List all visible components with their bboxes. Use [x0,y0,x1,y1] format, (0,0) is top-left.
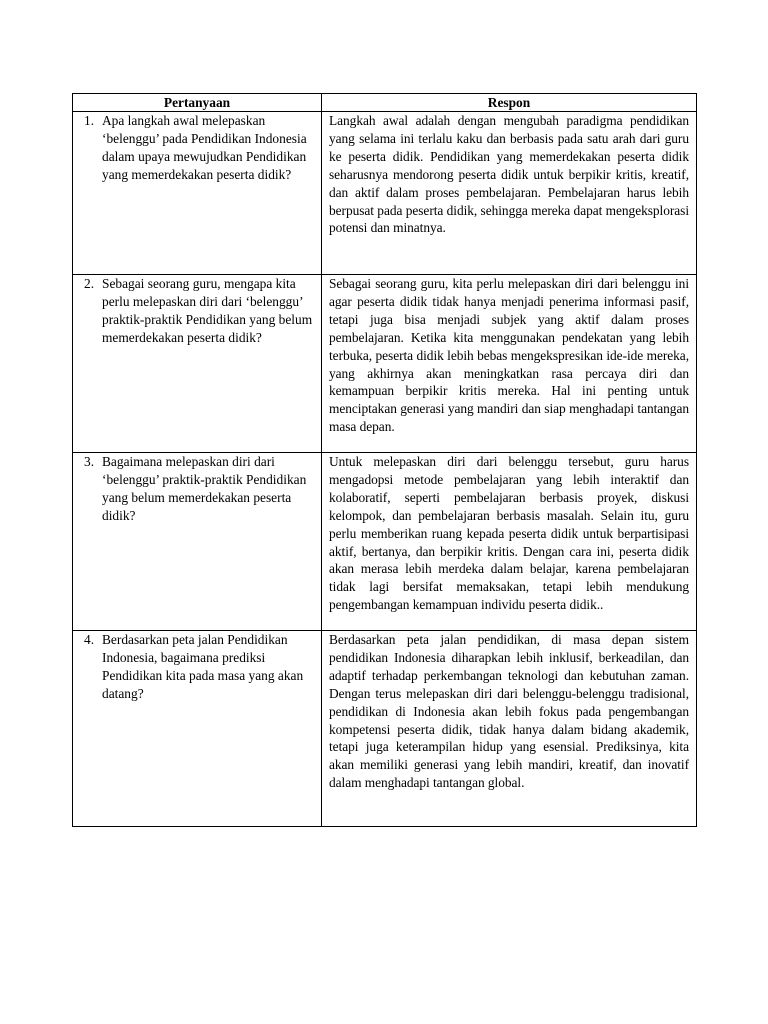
question-cell [73,275,322,453]
question-text: Bagaimana melepaskan diri dari ‘belenggu’ praktik-praktik Pendidikan yang belum memerdekakan peserta didik? [102,454,307,523]
question-number: 1. [84,113,95,128]
table-header-row [73,94,697,112]
response-cell: Langkah awal adalah dengan mengubah paradigma pendidikan yang selama ini terlalu kaku dan berbasis pada satu arah dari guru ke peserta didik. Pendidikan yang memerdekakan peserta didik seharusnya mendorong peserta didik untuk berpikir kritis, kreatif, dan aktif dalam proses pembelajaran. Pembelajaran harus lebih berpusat pada peserta didik, sehingga mereka dapat mengeksplorasi potensi dan minatnya. [322,112,697,275]
response-cell: Berdasarkan peta jalan pendidikan, di masa depan sistem pendidikan Indonesia diharapkan lebih inklusif, berkeadilan, dan adaptif terhadap perkembangan teknologi dan kebutuhan zaman. Dengan terus melepaskan diri dari belenggu-belenggu tradisional, pendidikan di Indonesia akan lebih fokus pada pengembangan kompetensi peserta didik, tidak hanya dalam bidang akademik, tetapi juga keterampilan hidup yang esensial. Prediksinya, kita akan memiliki generasi yang lebih mandiri, kreatif, dan inovatif dalam menghadapi tantangan global. [322,631,697,827]
question-number: 3. [84,454,95,469]
question-number: 4. [84,632,95,647]
question-response-table [72,93,697,827]
response-cell: Untuk melepaskan diri dari belenggu tersebut, guru harus mengadopsi metode pembelajaran yang lebih interaktif dan kolaboratif, seperti pembelajaran berbasis proyek, diskusi kelompok, dan pembelajaran berbasis masalah. Selain itu, guru perlu memberikan ruang kepada peserta didik untuk berpartisipasi aktif, bertanya, dan berpikir kritis. Dengan cara ini, peserta didik akan merasa lebih merdeka dalam belajar, karena pembelajaran tidak lagi bersifat memaksakan, tetapi lebih mendukung pengembangan kemampuan individu peserta didik.. [322,453,697,631]
question-text: Sebagai seorang guru, mengapa kita perlu melepaskan diri dari ‘belenggu’ praktik-praktik Pendidikan yang belum memerdekakan peserta didik? [102,276,313,345]
question-cell [73,112,322,275]
question-text: Apa langkah awal melepaskan ‘belenggu’ pada Pendidikan Indonesia dalam upaya mewujudkan Pendidikan yang memerdekakan peserta didik? [102,113,307,182]
header-response: Respon [322,94,697,112]
question-text: Berdasarkan peta jalan Pendidikan Indonesia, bagaimana prediksi Pendidikan kita pada masa yang akan datang? [102,632,304,701]
table-row [73,275,697,453]
response-cell: Sebagai seorang guru, kita perlu melepaskan diri dari belenggu ini agar peserta didik tidak hanya menjadi penerima informasi pasif, tetapi juga bisa menjadi subjek yang aktif dalam proses pembelajaran. Ketika kita menggunakan pendekatan yang lebih terbuka, peserta didik lebih bebas mengekspresikan ide-ide mereka, yang akhirnya akan meningkatkan rasa percaya diri dan kemampuan berpikir kritis mereka. Hal ini penting untuk menciptakan generasi yang mandiri dan siap menghadapi tantangan masa depan. [322,275,697,453]
question-number: 2. [84,276,95,291]
table-row [73,112,697,275]
table-row [73,631,697,827]
question-cell [73,631,322,827]
header-question: Pertanyaan [73,94,322,112]
table-row [73,453,697,631]
question-cell [73,453,322,631]
